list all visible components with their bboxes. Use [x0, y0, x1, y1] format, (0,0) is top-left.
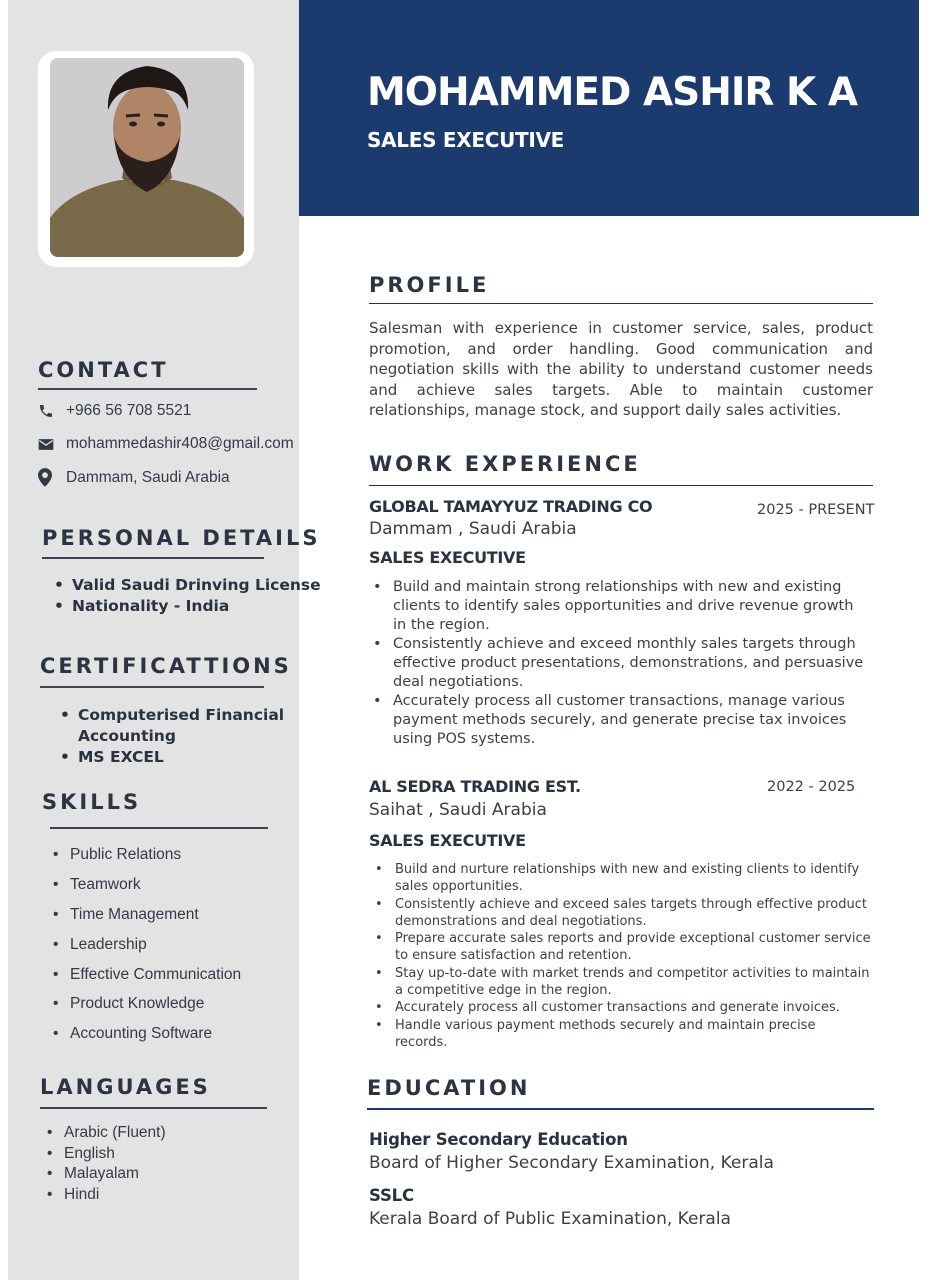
- education-title: SSLC: [369, 1186, 414, 1205]
- list-item: • Build and nurture relationships with new and existing clients to identify sales opportunities.: [371, 861, 871, 896]
- list-item: • Time Management: [50, 904, 241, 934]
- list-item: • Accurately process all customer transactions and generate invoices.: [371, 999, 871, 1016]
- location-text: Dammam, Saudi Arabia: [66, 468, 230, 486]
- certifications-heading: CERTIFICATTIONS: [40, 654, 292, 678]
- list-item: • Handle various payment methods securely and maintain precise records.: [371, 1017, 871, 1052]
- page-right-edge: [919, 0, 926, 1280]
- certifications-divider: [40, 686, 264, 688]
- list-item: • Prepare accurate sales reports and provide exceptional customer service to ensure satisfaction and retention.: [371, 930, 871, 965]
- job-role: SALES EXECUTIVE: [369, 831, 526, 850]
- list-item: • Valid Saudi Drinving License: [52, 575, 321, 596]
- list-item-text: Accounting: [78, 727, 176, 745]
- profile-heading: PROFILE: [369, 273, 490, 297]
- certifications-list: [58, 705, 284, 768]
- email-address: mohammedashir408@gmail.com: [66, 435, 294, 452]
- list-item: • Hindi: [44, 1185, 166, 1206]
- job-company: AL SEDRA TRADING EST.: [369, 777, 581, 796]
- personal-details-list: [52, 575, 321, 617]
- profile-photo: [50, 58, 244, 257]
- list-item: • Teamwork: [50, 874, 241, 904]
- profile-summary: Salesman with experience in customer service, sales, product promotion, and order handling. Good communication and negotiation skills with the ability to understand customer needs and achieve sales targets. Able to maintain customer relationships, manage stock, and support daily sales activities.: [369, 319, 873, 420]
- languages-divider: [40, 1107, 267, 1109]
- job-dates: 2025 - PRESENT: [757, 502, 875, 518]
- candidate-name: MOHAMMED ASHIR K A: [367, 70, 858, 115]
- job-location: Saihat , Saudi Arabia: [369, 800, 547, 820]
- contact-divider: [38, 388, 257, 390]
- list-item: • Effective Communication: [50, 964, 241, 994]
- list-item: • Nationality - India: [52, 596, 321, 617]
- contact-location: [38, 468, 230, 487]
- job-location: Dammam , Saudi Arabia: [369, 519, 577, 539]
- skills-heading: SKILLS: [42, 790, 142, 814]
- list-item: • Consistently achieve and exceed monthly sales targets through effective product presentations, demonstrations, and persuasive deal negotiations.: [369, 635, 869, 692]
- mail-icon: [38, 438, 66, 451]
- job-duties-list: [371, 861, 871, 1051]
- list-item: • Stay up-to-date with market trends and competitor activities to maintain a competitive edge in the region.: [371, 965, 871, 1000]
- list-item: • MS EXCEL: [58, 747, 284, 768]
- list-item: • Public Relations: [50, 844, 241, 874]
- candidate-title: SALES EXECUTIVE: [367, 128, 565, 152]
- job-company: GLOBAL TAMAYYUZ TRADING CO: [369, 497, 653, 516]
- job-duties-list: [369, 578, 869, 749]
- phone-icon: [38, 403, 66, 419]
- list-item: • Leadership: [50, 934, 241, 964]
- job-dates: 2022 - 2025: [767, 779, 856, 795]
- contact-phone: [38, 402, 191, 420]
- skills-divider: [50, 827, 268, 829]
- education-divider: [367, 1108, 874, 1110]
- job-role: SALES EXECUTIVE: [369, 548, 526, 567]
- page-left-edge: [0, 0, 8, 1280]
- list-item-continuation: [58, 726, 284, 747]
- list-item: • Product Knowledge: [50, 993, 241, 1023]
- work-experience-divider: [369, 485, 873, 486]
- skills-list: [50, 844, 241, 1053]
- languages-heading: LANGUAGES: [40, 1075, 211, 1099]
- education-heading: EDUCATION: [367, 1076, 531, 1100]
- work-experience-heading: WORK EXPERIENCE: [369, 452, 641, 476]
- contact-heading: CONTACT: [38, 358, 169, 382]
- list-item: • Arabic (Fluent): [44, 1123, 166, 1144]
- contact-email: [38, 435, 294, 453]
- education-institution: Board of Higher Secondary Examination, Kerala: [369, 1153, 774, 1173]
- profile-divider: [369, 303, 873, 304]
- personal-details-divider: [42, 557, 264, 559]
- education-title: Higher Secondary Education: [369, 1130, 628, 1149]
- location-pin-icon: [38, 468, 66, 487]
- phone-number: +966 56 708 5521: [66, 402, 192, 419]
- languages-list: [44, 1123, 166, 1205]
- list-item: • English: [44, 1144, 166, 1165]
- list-item: • Build and maintain strong relationships with new and existing clients to identify sales opportunities and drive revenue growth in the region.: [369, 578, 869, 635]
- education-institution: Kerala Board of Public Examination, Kerala: [369, 1209, 731, 1229]
- personal-details-heading: PERSONAL DETAILS: [42, 526, 321, 550]
- list-item: • Computerised Financial: [58, 705, 284, 726]
- list-item: • Accounting Software: [50, 1023, 241, 1053]
- list-item: • Accurately process all customer transactions, manage various payment methods securely, and generate precise tax invoices using POS systems.: [369, 692, 869, 749]
- list-item: • Malayalam: [44, 1164, 166, 1185]
- list-item: • Consistently achieve and exceed sales targets through effective product demonstrations and deal negotiations.: [371, 896, 871, 931]
